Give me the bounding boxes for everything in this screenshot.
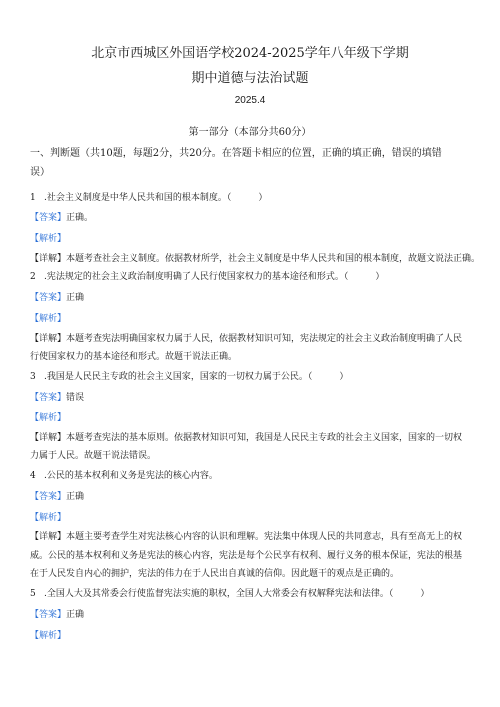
question-5 bbox=[30, 586, 429, 599]
detail-4-cont: 在于人民发自内心的拥护，宪法的伟力在于人民出自真诚的信仰。因此题干的观点是正确的。 bbox=[30, 569, 400, 579]
question-text: .宪法规定的社会主义政治制度明确了人民行使国家权力的基本途径和形式。（ ） bbox=[44, 272, 385, 282]
question-text: .社会主义制度是中华人民共和国的根本制度。（ ） bbox=[44, 193, 268, 203]
answer-tag: 【答案】 bbox=[30, 293, 67, 303]
question-text: .全国人大及其常委会行使监督宪法实施的职权，全国人大常委会有权解释宪法和法律。（ ） bbox=[44, 589, 430, 599]
answer-tag: 【答案】 bbox=[30, 393, 67, 403]
answer-4 bbox=[30, 489, 84, 502]
question-text: .我国是人民民主专政的社会主义国家，国家的一切权力属于公民。（ ） bbox=[44, 372, 349, 382]
answer-text: 正确 bbox=[66, 293, 85, 303]
detail-tag: 【详解】 bbox=[30, 532, 67, 542]
detail-tag: 【详解】 bbox=[30, 433, 67, 443]
analysis-tag-1: 【解析】 bbox=[30, 234, 67, 244]
detail-2-cont: 行使国家权力的基本途径和形式。故题干说法正确。 bbox=[30, 352, 238, 362]
section-intro: 一、判断题（共10题，每题2分，共20分。在答题卡相应的位置，正确的填正确，错误的填错 bbox=[30, 148, 442, 159]
question-number: 5 bbox=[30, 589, 36, 599]
analysis-tag-2: 【解析】 bbox=[30, 314, 67, 324]
analysis-tag-3: 【解析】 bbox=[30, 413, 67, 423]
detail-tag: 【详解】 bbox=[30, 254, 67, 264]
detail-text: 本题考查社会主义制度。依据教材所学，社会主义制度是中华人民共和国的根本制度，故题文说法正确。 bbox=[66, 254, 481, 264]
question-number: 4 bbox=[30, 471, 36, 481]
document-title: 北京市西城区外国语学校2024-2025学年八年级下学期 bbox=[91, 46, 409, 61]
answer-tag: 【答案】 bbox=[30, 492, 67, 502]
answer-3 bbox=[30, 390, 84, 403]
answer-1 bbox=[30, 210, 93, 223]
analysis-tag-5: 【解析】 bbox=[30, 631, 67, 641]
question-number: 2 bbox=[30, 272, 36, 282]
part-heading: 第一部分（本部分共60分） bbox=[188, 127, 312, 138]
detail-4 bbox=[30, 529, 462, 542]
detail-text: 本题主要考查学生对宪法核心内容的认识和理解。宪法集中体现人民的共同意志，具有至高无上的权 bbox=[66, 532, 463, 542]
answer-2 bbox=[30, 290, 84, 303]
question-number: 3 bbox=[30, 372, 36, 382]
question-2 bbox=[30, 269, 384, 282]
document-subtitle: 期中道德与法治试题 bbox=[191, 71, 309, 86]
answer-tag: 【答案】 bbox=[30, 213, 67, 223]
detail-text: 本题考查宪法的基本原则。依据教材知识可知，我国是人民民主专政的社会主义国家，国家的一切权 bbox=[66, 433, 463, 443]
question-4 bbox=[30, 468, 218, 481]
analysis-tag-4: 【解析】 bbox=[30, 513, 67, 523]
answer-text: 正确。 bbox=[66, 213, 94, 223]
answer-5 bbox=[30, 607, 84, 620]
answer-text: 错误 bbox=[66, 393, 85, 403]
question-number: 1 bbox=[30, 193, 36, 203]
answer-text: 正确 bbox=[66, 610, 85, 620]
detail-4-cont: 威。公民的基本权利和义务是宪法的核心内容，宪法是每个公民享有权利、履行义务的根本保证，宪法的根基 bbox=[30, 551, 463, 561]
detail-2 bbox=[30, 331, 462, 344]
question-1 bbox=[30, 190, 267, 203]
answer-tag: 【答案】 bbox=[30, 610, 67, 620]
detail-3 bbox=[30, 430, 462, 443]
detail-tag: 【详解】 bbox=[30, 334, 67, 344]
question-3 bbox=[30, 369, 348, 382]
question-text: .公民的基本权利和义务是宪法的核心内容。 bbox=[44, 471, 218, 481]
detail-3-cont: 力属于人民。故题干说法错误。 bbox=[30, 451, 157, 461]
detail-1 bbox=[30, 251, 480, 264]
section-intro-cont: 误） bbox=[30, 167, 50, 178]
detail-text: 本题考查宪法明确国家权力属于人民，依据教材知识可知，宪法规定的社会主义政治制度明确了人民 bbox=[66, 334, 463, 344]
answer-text: 正确 bbox=[66, 492, 85, 502]
exam-date: 2025.4 bbox=[234, 95, 266, 106]
